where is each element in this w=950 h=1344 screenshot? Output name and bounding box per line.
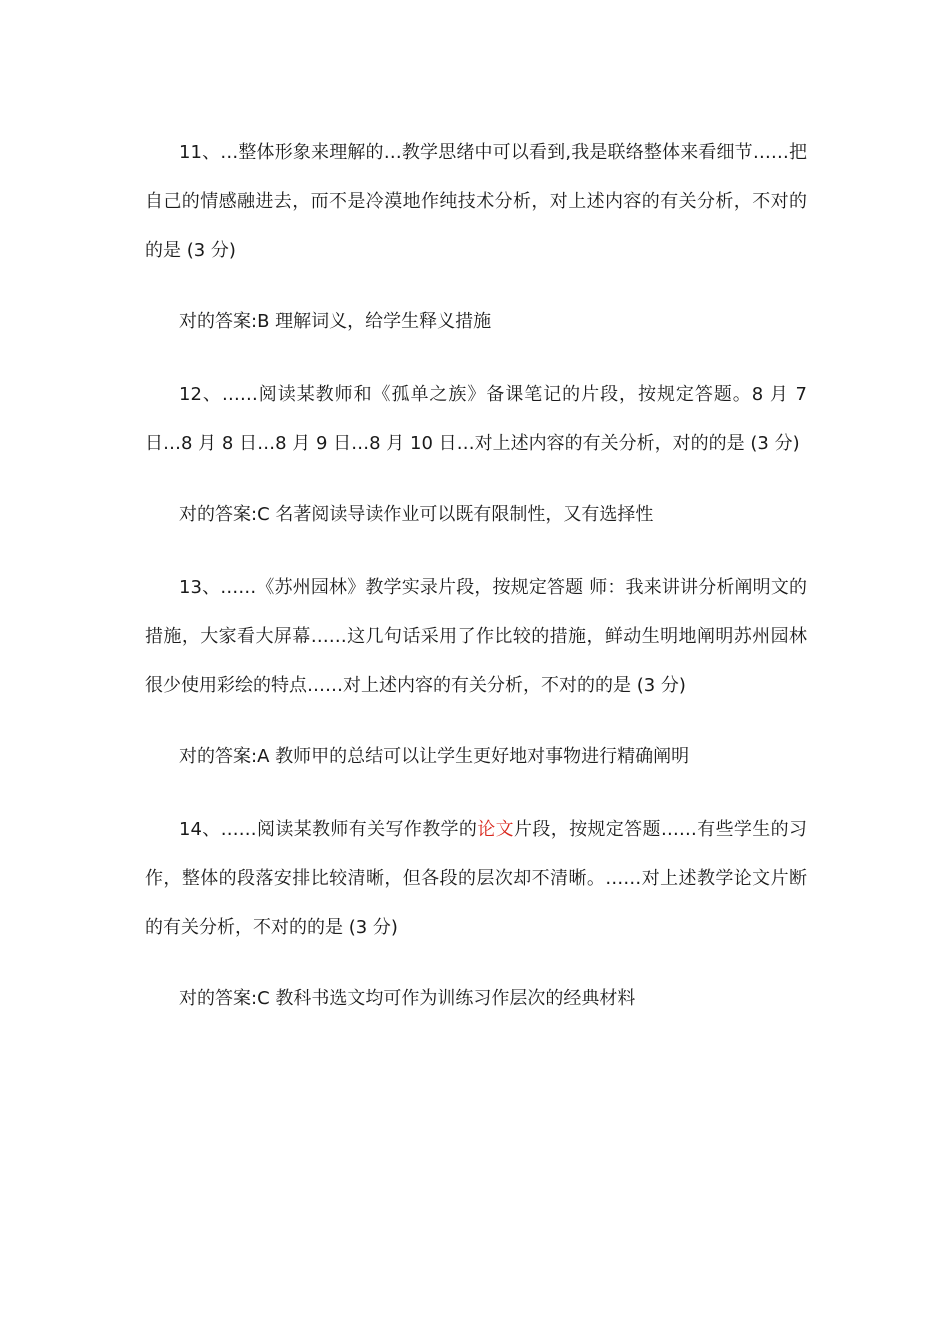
question-number: 12、 (179, 384, 222, 405)
question-body-after: 片段，按规定答题……有些学生的习作，整体的段落安排比较清晰，但各段的层次却不清晰。……对上述教学论文片断的有关分析，不对的的是 (3 分) (145, 819, 808, 938)
question-block-12 (145, 370, 807, 539)
answer-text: 对的答案:C 名著阅读导读作业可以既有限制性，又有选择性 (179, 504, 654, 525)
question-block-14 (145, 805, 807, 1023)
question-text (145, 128, 807, 275)
question-body: …整体形象来理解的…教学思绪中可以看到,我是联络整体来看细节……把自己的情感融进去，而不是冷漠地作纯技术分析，对上述内容的有关分析，不对的的是 (3 分) (145, 142, 808, 261)
answer-text: 对的答案:A 教师甲的总结可以让学生更好地对事物进行精确阐明 (179, 746, 690, 767)
question-block-13 (145, 563, 807, 781)
question-block-11 (145, 128, 807, 346)
document-page (145, 128, 807, 1023)
question-text (145, 370, 807, 468)
highlighted-keyword-link[interactable]: 论文 (477, 819, 514, 840)
question-body: ……《苏州园林》教学实录片段，按规定答题 师：我来讲讲分析阐明文的措施，大家看大屏幕……这几句话采用了作比较的措施，鲜动生明地阐明苏州园林很少使用彩绘的特点……对上述内容的有关分析，不对的的是 (3 分) (145, 577, 808, 696)
question-number: 14、 (179, 819, 221, 840)
question-text (145, 805, 807, 952)
answer-text: 对的答案:B 理解词义，给学生释义措施 (179, 311, 492, 332)
question-body-before: ……阅读某教师有关写作教学的 (220, 819, 478, 840)
question-text (145, 563, 807, 710)
answer-text: 对的答案:C 教科书选文均可作为训练习作层次的经典材料 (179, 988, 636, 1009)
question-number: 13、 (179, 577, 221, 598)
question-body: ……阅读某教师和《孤单之族》备课笔记的片段，按规定答题。8 月 7 日…8 月 8 日…8 月 9 日…8 月 10 日…对上述内容的有关分析，对的的是 (3 分) (145, 384, 807, 454)
question-number: 11、 (179, 142, 221, 163)
